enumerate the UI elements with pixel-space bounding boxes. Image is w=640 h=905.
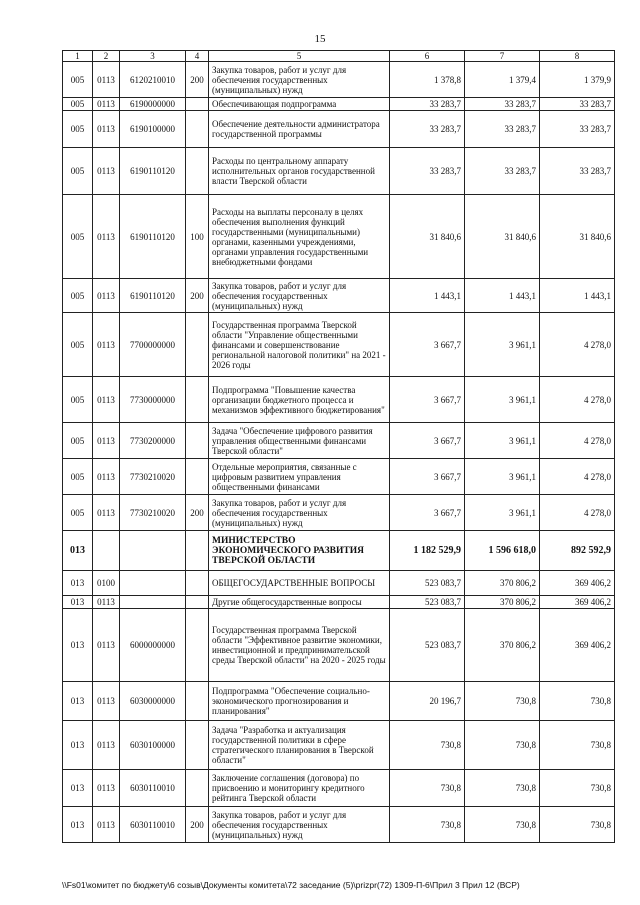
expense-name: Обеспечивающая подпрограмма xyxy=(209,98,390,111)
expense-type-code xyxy=(186,423,209,459)
column-number-row xyxy=(63,51,615,62)
target-article-code: 7730210020 xyxy=(120,459,186,495)
table-row xyxy=(63,313,615,377)
ved-code: 005 xyxy=(63,195,93,279)
expense-name: МИНИСТЕРСТВО ЭКОНОМИЧЕСКОГО РАЗВИТИЯ ТВЕРСКОЙ ОБЛАСТИ xyxy=(209,531,390,571)
target-article-code: 6030000000 xyxy=(120,682,186,721)
table-row xyxy=(63,721,615,770)
amount-year-3: 369 406,2 xyxy=(540,596,615,609)
table-row xyxy=(63,807,615,843)
table-row xyxy=(63,770,615,807)
amount-year-3: 4 278,0 xyxy=(540,495,615,531)
amount-year-3: 730,8 xyxy=(540,721,615,770)
amount-year-2: 3 961,1 xyxy=(465,495,540,531)
section-code: 0113 xyxy=(93,770,120,807)
section-code: 0113 xyxy=(93,195,120,279)
section-code: 0113 xyxy=(93,596,120,609)
ved-code: 005 xyxy=(63,62,93,98)
expense-name: Закупка товаров, работ и услуг для обеспечения государственных (муниципальных) нужд xyxy=(209,62,390,98)
amount-year-1: 3 667,7 xyxy=(390,423,465,459)
amount-year-3: 33 283,7 xyxy=(540,98,615,111)
amount-year-3: 730,8 xyxy=(540,682,615,721)
target-article-code xyxy=(120,571,186,596)
target-article-code: 6030110010 xyxy=(120,770,186,807)
expense-type-code xyxy=(186,609,209,682)
expense-type-code: 200 xyxy=(186,495,209,531)
section-code: 0113 xyxy=(93,682,120,721)
table-row xyxy=(63,62,615,98)
amount-year-1: 523 083,7 xyxy=(390,571,465,596)
ved-code: 013 xyxy=(63,571,93,596)
expense-type-code xyxy=(186,770,209,807)
table-row xyxy=(63,98,615,111)
amount-year-2: 3 961,1 xyxy=(465,423,540,459)
section-code: 0113 xyxy=(93,62,120,98)
amount-year-2: 370 806,2 xyxy=(465,609,540,682)
expense-type-code xyxy=(186,313,209,377)
target-article-code: 6190110120 xyxy=(120,195,186,279)
amount-year-3: 1 443,1 xyxy=(540,279,615,313)
amount-year-1: 33 283,7 xyxy=(390,148,465,195)
target-article-code: 6190000000 xyxy=(120,98,186,111)
section-code: 0113 xyxy=(93,111,120,148)
section-code: 0113 xyxy=(93,279,120,313)
ved-code: 005 xyxy=(63,313,93,377)
amount-year-2: 33 283,7 xyxy=(465,148,540,195)
amount-year-1: 1 443,1 xyxy=(390,279,465,313)
table-row xyxy=(63,571,615,596)
section-code: 0113 xyxy=(93,609,120,682)
amount-year-2: 370 806,2 xyxy=(465,596,540,609)
amount-year-1: 730,8 xyxy=(390,770,465,807)
expense-name: Государственная программа Тверской области "Эффективное развитие экономики, инвестиционной и предпринимательской среды Тверской области" на 2020 - 2025 годы xyxy=(209,609,390,682)
expense-type-code xyxy=(186,459,209,495)
expense-name: Задача "Обеспечение цифрового развития управления общественными финансами Тверской области" xyxy=(209,423,390,459)
table-row xyxy=(63,377,615,423)
section-code: 0113 xyxy=(93,721,120,770)
ved-code: 005 xyxy=(63,111,93,148)
expense-name: ОБЩЕГОСУДАРСТВЕННЫЕ ВОПРОСЫ xyxy=(209,571,390,596)
expense-type-code: 100 xyxy=(186,195,209,279)
table-row xyxy=(63,423,615,459)
target-article-code xyxy=(120,596,186,609)
expense-name: Закупка товаров, работ и услуг для обеспечения государственных (муниципальных) нужд xyxy=(209,807,390,843)
amount-year-3: 33 283,7 xyxy=(540,148,615,195)
target-article-code xyxy=(120,531,186,571)
target-article-code: 6030100000 xyxy=(120,721,186,770)
ved-code: 005 xyxy=(63,148,93,195)
budget-table xyxy=(62,50,615,843)
amount-year-2: 1 596 618,0 xyxy=(465,531,540,571)
table-row xyxy=(63,148,615,195)
amount-year-2: 33 283,7 xyxy=(465,98,540,111)
expense-name: Подпрограмма "Повышение качества организации бюджетного процесса и механизмов эффективного бюджетирования" xyxy=(209,377,390,423)
amount-year-3: 369 406,2 xyxy=(540,609,615,682)
ved-code: 013 xyxy=(63,807,93,843)
ved-code: 005 xyxy=(63,423,93,459)
amount-year-2: 730,8 xyxy=(465,682,540,721)
table-row xyxy=(63,495,615,531)
table-row xyxy=(63,682,615,721)
amount-year-3: 892 592,9 xyxy=(540,531,615,571)
target-article-code: 7700000000 xyxy=(120,313,186,377)
expense-type-code xyxy=(186,111,209,148)
expense-type-code xyxy=(186,148,209,195)
file-path-footer: \\Fs01\комитет по бюджету\6 созыв\Документы комитета\72 заседание (5)\prizpr(72) 1309-П-6\Прил 3 Прил 12 (ВСР) xyxy=(62,880,520,890)
amount-year-2: 730,8 xyxy=(465,807,540,843)
amount-year-3: 4 278,0 xyxy=(540,459,615,495)
column-header: 7 xyxy=(465,51,540,62)
ved-code: 013 xyxy=(63,770,93,807)
amount-year-2: 730,8 xyxy=(465,770,540,807)
section-code xyxy=(93,531,120,571)
amount-year-1: 1 182 529,9 xyxy=(390,531,465,571)
column-header: 6 xyxy=(390,51,465,62)
target-article-code: 7730210020 xyxy=(120,495,186,531)
amount-year-2: 3 961,1 xyxy=(465,313,540,377)
column-header: 5 xyxy=(209,51,390,62)
amount-year-1: 31 840,6 xyxy=(390,195,465,279)
target-article-code: 7730200000 xyxy=(120,423,186,459)
expense-type-code: 200 xyxy=(186,279,209,313)
amount-year-3: 730,8 xyxy=(540,770,615,807)
ved-code: 005 xyxy=(63,377,93,423)
expense-type-code xyxy=(186,721,209,770)
target-article-code: 7730000000 xyxy=(120,377,186,423)
amount-year-3: 730,8 xyxy=(540,807,615,843)
ved-code: 013 xyxy=(63,609,93,682)
table-row xyxy=(63,195,615,279)
amount-year-1: 523 083,7 xyxy=(390,596,465,609)
table-row xyxy=(63,609,615,682)
amount-year-1: 3 667,7 xyxy=(390,377,465,423)
expense-type-code: 200 xyxy=(186,62,209,98)
table-row xyxy=(63,596,615,609)
target-article-code: 6190110120 xyxy=(120,148,186,195)
expense-name: Другие общегосударственные вопросы xyxy=(209,596,390,609)
amount-year-3: 31 840,6 xyxy=(540,195,615,279)
amount-year-1: 33 283,7 xyxy=(390,98,465,111)
amount-year-1: 3 667,7 xyxy=(390,459,465,495)
ved-code: 005 xyxy=(63,495,93,531)
amount-year-2: 1 379,4 xyxy=(465,62,540,98)
amount-year-3: 4 278,0 xyxy=(540,313,615,377)
expense-name: Закупка товаров, работ и услуг для обеспечения государственных (муниципальных) нужд xyxy=(209,495,390,531)
amount-year-1: 523 083,7 xyxy=(390,609,465,682)
amount-year-3: 1 379,9 xyxy=(540,62,615,98)
expense-type-code xyxy=(186,377,209,423)
ved-code: 005 xyxy=(63,279,93,313)
ved-code: 013 xyxy=(63,531,93,571)
column-header: 8 xyxy=(540,51,615,62)
amount-year-2: 3 961,1 xyxy=(465,459,540,495)
amount-year-1: 1 378,8 xyxy=(390,62,465,98)
ved-code: 005 xyxy=(63,98,93,111)
section-code: 0113 xyxy=(93,148,120,195)
target-article-code: 6120210010 xyxy=(120,62,186,98)
amount-year-2: 3 961,1 xyxy=(465,377,540,423)
table-row xyxy=(63,531,615,571)
column-header: 4 xyxy=(186,51,209,62)
expense-type-code: 200 xyxy=(186,807,209,843)
target-article-code: 6190100000 xyxy=(120,111,186,148)
target-article-code: 6190110120 xyxy=(120,279,186,313)
section-code: 0113 xyxy=(93,423,120,459)
amount-year-1: 33 283,7 xyxy=(390,111,465,148)
amount-year-2: 730,8 xyxy=(465,721,540,770)
column-header: 2 xyxy=(93,51,120,62)
expense-name: Государственная программа Тверской области "Управление общественными финансами и совершенствование региональной налоговой политики" на 2021 - 2026 годы xyxy=(209,313,390,377)
amount-year-1: 3 667,7 xyxy=(390,313,465,377)
section-code: 0113 xyxy=(93,313,120,377)
expense-type-code xyxy=(186,98,209,111)
amount-year-3: 4 278,0 xyxy=(540,377,615,423)
table-row xyxy=(63,459,615,495)
expense-type-code xyxy=(186,571,209,596)
amount-year-2: 370 806,2 xyxy=(465,571,540,596)
amount-year-3: 33 283,7 xyxy=(540,111,615,148)
ved-code: 013 xyxy=(63,596,93,609)
amount-year-1: 730,8 xyxy=(390,721,465,770)
expense-name: Отдельные мероприятия, связанные с цифровым развитием управления общественными финансами xyxy=(209,459,390,495)
ved-code: 013 xyxy=(63,721,93,770)
expense-name: Обеспечение деятельности администратора государственной программы xyxy=(209,111,390,148)
section-code: 0113 xyxy=(93,459,120,495)
amount-year-2: 1 443,1 xyxy=(465,279,540,313)
amount-year-1: 3 667,7 xyxy=(390,495,465,531)
expense-name: Задача "Разработка и актуализация государственной политики в сфере стратегического планирования в Тверской области" xyxy=(209,721,390,770)
section-code: 0113 xyxy=(93,377,120,423)
table-row xyxy=(63,111,615,148)
ved-code: 013 xyxy=(63,682,93,721)
section-code: 0113 xyxy=(93,807,120,843)
section-code: 0113 xyxy=(93,98,120,111)
expense-type-code xyxy=(186,596,209,609)
section-code: 0100 xyxy=(93,571,120,596)
amount-year-1: 20 196,7 xyxy=(390,682,465,721)
amount-year-3: 369 406,2 xyxy=(540,571,615,596)
expense-name: Заключение соглашения (договора) по присвоению и мониторингу кредитного рейтинга Тверской области xyxy=(209,770,390,807)
expense-name: Закупка товаров, работ и услуг для обеспечения государственных (муниципальных) нужд xyxy=(209,279,390,313)
column-header: 3 xyxy=(120,51,186,62)
amount-year-2: 33 283,7 xyxy=(465,111,540,148)
expense-name: Подпрограмма "Обеспечение социально-экономического прогнозирования и планирования" xyxy=(209,682,390,721)
target-article-code: 6030110010 xyxy=(120,807,186,843)
expense-name: Расходы по центральному аппарату исполнительных органов государственной власти Тверской области xyxy=(209,148,390,195)
amount-year-2: 31 840,6 xyxy=(465,195,540,279)
amount-year-1: 730,8 xyxy=(390,807,465,843)
table-row xyxy=(63,279,615,313)
expense-type-code xyxy=(186,682,209,721)
amount-year-3: 4 278,0 xyxy=(540,423,615,459)
ved-code: 005 xyxy=(63,459,93,495)
section-code: 0113 xyxy=(93,495,120,531)
target-article-code: 6000000000 xyxy=(120,609,186,682)
expense-type-code xyxy=(186,531,209,571)
expense-name: Расходы на выплаты персоналу в целях обеспечения выполнения функций государственными (муниципальными) органами, казенными учреждениями, органами управления государственными внебюджетными фондами xyxy=(209,195,390,279)
page-number: 15 xyxy=(314,33,326,45)
column-header: 1 xyxy=(63,51,93,62)
